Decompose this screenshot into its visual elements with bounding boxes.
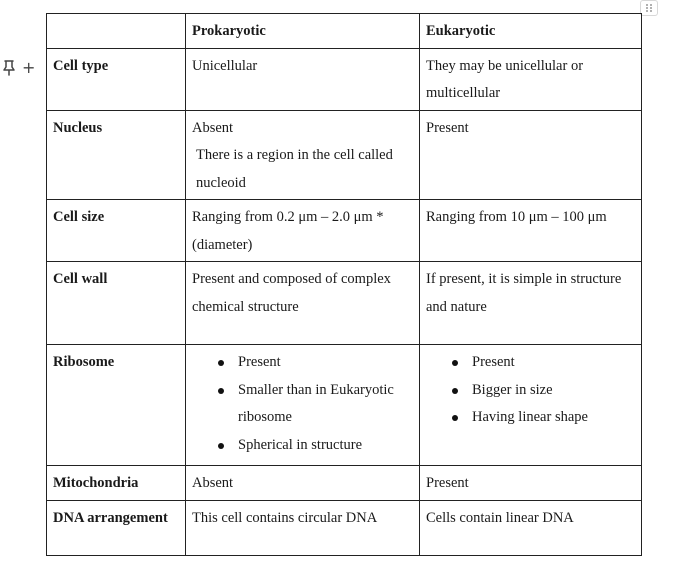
list-item: Having linear shape (472, 404, 635, 432)
prokaryotic-cell[interactable]: Absent (186, 466, 420, 501)
eukaryotic-cell[interactable]: If present, it is simple in structure and nature (420, 262, 642, 345)
bullet-list (192, 349, 413, 459)
table-row-nucleus (47, 110, 642, 200)
plus-icon[interactable]: + (22, 58, 36, 77)
drag-handle-icon[interactable] (640, 0, 658, 16)
table-row-cell-size (47, 200, 642, 262)
row-label[interactable]: DNA arrangement (47, 500, 186, 555)
table-row-cell-type (47, 48, 642, 110)
header-row (47, 14, 642, 49)
table-row-mitochondria (47, 466, 642, 501)
prokaryotic-cell[interactable]: Ranging from 0.2 μm – 2.0 μm *(diameter) (186, 200, 420, 262)
comparison-table (46, 13, 642, 556)
row-label[interactable]: Cell size (47, 200, 186, 262)
row-label[interactable]: Nucleus (47, 110, 186, 200)
row-label[interactable]: Cell type (47, 48, 186, 110)
header-prokaryotic[interactable]: Prokaryotic (186, 14, 420, 49)
prokaryotic-cell[interactable]: Unicellular (186, 48, 420, 110)
pin-icon[interactable] (2, 60, 16, 76)
row-label[interactable]: Ribosome (47, 345, 186, 466)
list-item: Smaller than in Eukaryotic ribosome (238, 377, 413, 432)
list-item: Bigger in size (472, 377, 635, 405)
header-eukaryotic[interactable]: Eukaryotic (420, 14, 642, 49)
eukaryotic-cell[interactable]: Present (420, 110, 642, 200)
eukaryotic-cell[interactable]: Cells contain linear DNA (420, 500, 642, 555)
row-label[interactable]: Mitochondria (47, 466, 186, 501)
prokaryotic-cell[interactable]: Present and composed of complex chemical structure (186, 262, 420, 345)
row-tools (2, 60, 35, 76)
eukaryotic-cell[interactable]: They may be unicellular or multicellular (420, 48, 642, 110)
table-row-cell-wall (47, 262, 642, 345)
eukaryotic-cell[interactable]: Present (420, 466, 642, 501)
list-item: Spherical in structure (238, 432, 413, 460)
table-row-dna (47, 500, 642, 555)
row-label[interactable]: Cell wall (47, 262, 186, 345)
prokaryotic-cell[interactable] (186, 110, 420, 200)
bullet-list (426, 349, 635, 432)
eukaryotic-cell[interactable]: Ranging from 10 μm – 100 μm (420, 200, 642, 262)
table-row-ribosome (47, 345, 642, 466)
cell-line: There is a region in the cell called nucleoid (196, 147, 393, 191)
prokaryotic-cell[interactable]: This cell contains circular DNA (186, 500, 420, 555)
list-item: Present (472, 349, 635, 377)
eukaryotic-cell[interactable] (420, 345, 642, 466)
cell-line: Absent (192, 119, 234, 136)
header-blank-cell[interactable] (47, 14, 186, 49)
list-item: Present (238, 349, 413, 377)
prokaryotic-cell[interactable] (186, 345, 420, 466)
